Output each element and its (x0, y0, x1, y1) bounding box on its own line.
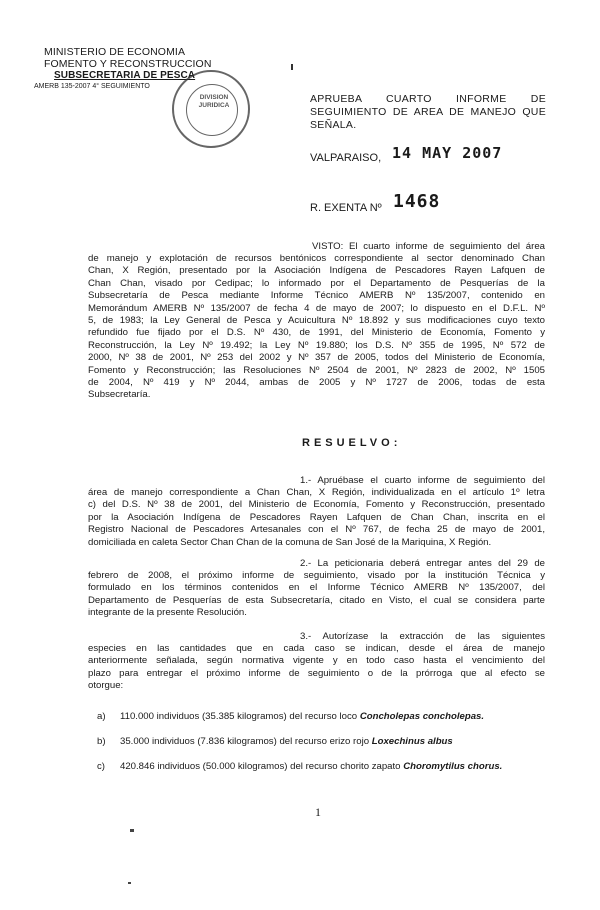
scan-speck (130, 829, 134, 832)
article-3-body (88, 643, 545, 693)
list-item (97, 761, 545, 789)
article-2-first-line (300, 558, 545, 570)
article-line: otorgue: (88, 680, 124, 692)
visto-line: Subsecretaría. (88, 389, 151, 401)
resolution-number: 1468 (393, 191, 441, 212)
article-line: 2.- La peticionaria deberá entregar antes del 29 de (300, 558, 545, 569)
visto-line: VISTO: El cuarto informe de seguimiento del área (312, 241, 545, 252)
item-text: 420.846 individuos (50.000 kilogramos) del recurso chorito zapato (120, 761, 401, 772)
page-number: 1 (315, 805, 321, 819)
item-text: 35.000 individuos (7.836 kilogramos) del recurso erizo rojo (120, 736, 370, 747)
subsecretaria-title: SUBSECRETARIA DE PESCA (54, 70, 196, 81)
document-title-line-2: SEGUIMIENTO DE AREA DE MANEJO QUE (310, 106, 546, 118)
item-body (120, 711, 545, 723)
article-line: por la Asociación Indígena de Pescadores Rayen Lafquen de Chan Chan, inscrita en el (88, 511, 545, 523)
item-letter: b) (97, 736, 106, 747)
visto-line: Chan, X Región, presentado por la Asociación Indígena de Pescadores Rayen Lafquen de (88, 265, 545, 277)
visto-line: Fomento y Reconstrucción; las Resoluciones Nº 2504 de 2001, Nº 2823 de 2002, Nº 1505 (88, 364, 545, 376)
resolution-label: R. EXENTA Nº (310, 202, 382, 214)
article-line: febrero de 2008, el próximo informe de seguimiento, visado por la institución Técnica y (88, 570, 545, 581)
item-species: Loxechinus albus (371, 736, 453, 747)
article-line: especies en las cantidades que en cada caso se indican, desde el área de manejo (88, 643, 545, 654)
item-species: Concholepas concholepas. (359, 711, 485, 722)
stamp-inner-ring (186, 84, 238, 136)
visto-line: Reconstrucción, la Ley Nº 19.492; la Ley Nº 19.880; los D.S. Nº 355 de 1995, Nº 572 de (88, 339, 545, 351)
article-line: anteriormente señalada, según normativa vigente y en todo caso hasta el vencimiento del (88, 655, 545, 667)
visto-line: 5, de 1983; la Ley General de Pesca y Acuicultura Nº 18.892 y sus modificaciones cuyo texto (88, 315, 545, 327)
list-item (97, 711, 545, 725)
article-line: integrante de la presente Resolución. (88, 607, 247, 619)
item-letter: c) (97, 761, 105, 772)
item-species: Choromytilus chorus. (403, 761, 503, 772)
article-line: plazo para entregar el próximo informe de seguimiento o de la prórroga que al efecto se (88, 667, 545, 679)
scan-speck (128, 882, 131, 884)
article-line: Departamento de Pesquerías de esta Subsecretaría, citado en Visto, el cual se considera parte (88, 594, 545, 606)
date-stamp: 14 MAY 2007 (392, 144, 503, 162)
document-title-line-1: APRUEBA CUARTO INFORME DE (310, 93, 546, 105)
ministry-line-2: FOMENTO Y RECONSTRUCCION (44, 58, 212, 70)
article-line: 3.- Autorízase la extracción de las siguientes (300, 631, 545, 642)
stamp-label: DIVISION JURIDICA (198, 94, 230, 109)
article-1-first-line (300, 475, 545, 487)
item-body (120, 736, 545, 748)
item-letter: a) (97, 711, 106, 722)
article-1-body (88, 487, 545, 549)
place-label: VALPARAISO, (310, 152, 382, 164)
visto-line: Memorándum AMERB Nº 135/2007 de fecha 4 de mayo de 2007; lo dispuesto en el D.F.L. Nº (88, 302, 545, 314)
visto-line: refundido fue fijado por el D.S. Nº 430, de 1991, del Ministerio de Economía, Fomento y (88, 327, 545, 339)
document-title-line-3: SEÑALA. (310, 119, 357, 131)
visto-paragraph (88, 253, 545, 402)
division-juridica-stamp (172, 70, 250, 148)
article-line: 1.- Apruébase el cuarto informe de seguimiento del (300, 475, 545, 486)
resuelvo-heading: RESUELVO: (302, 437, 402, 449)
margin-mark (291, 64, 293, 70)
visto-line: de manejo y explotación de recursos bentónicos correspondiente al sector denominado Chan (88, 253, 545, 264)
article-line: Registro Nacional de Pescadores Artesanales con el Nº 767, de fecha 25 de mayo de 2001, (88, 524, 545, 536)
visto-line: 2000, Nº 38 de 2001, Nº 253 del 2002 y Nº 357 de 2005, todos del Ministerio de Economía, (88, 352, 545, 364)
article-2-body (88, 570, 545, 620)
visto-line: Subsecretaría de Pesca mediante Informe Técnico AMERB Nº 135/2007, contenido en (88, 290, 545, 302)
article-3-first-line (300, 631, 545, 643)
visto-line: Chan Chan, visado por Cedipac; lo informado por el Departamento de Pesquerías de la (88, 277, 545, 289)
article-line: formulado en los términos contenidos en el Informe Técnico AMERB Nº 135/2007, del (88, 582, 545, 594)
ministry-line-1: MINISTERIO DE ECONOMIA (44, 46, 186, 58)
article-line: área de manejo correspondiente a Chan Chan, X Región, individualizada en el artículo 1º letra (88, 487, 545, 498)
amerb-reference: AMERB 135-2007 4° SEGUIMIENTO (34, 83, 150, 90)
article-line: c) del D.S. Nº 38 de 2001, del Ministerio de Economía, Fomento y Reconstrucción, presentado (88, 499, 545, 511)
visto-first-line (312, 241, 545, 253)
item-text: 110.000 individuos (35.385 kilogramos) del recurso loco (120, 711, 358, 722)
item-body (120, 761, 545, 773)
list-item (97, 736, 545, 750)
visto-line: de 2004, Nº 419 y Nº 2044, ambas de 2005 y Nº 1727 de 2006, todas de esta (88, 377, 545, 389)
article-line: domiciliada en caleta Sector Chan Chan de la comuna de San José de la Mariquina, X Región. (88, 536, 492, 548)
